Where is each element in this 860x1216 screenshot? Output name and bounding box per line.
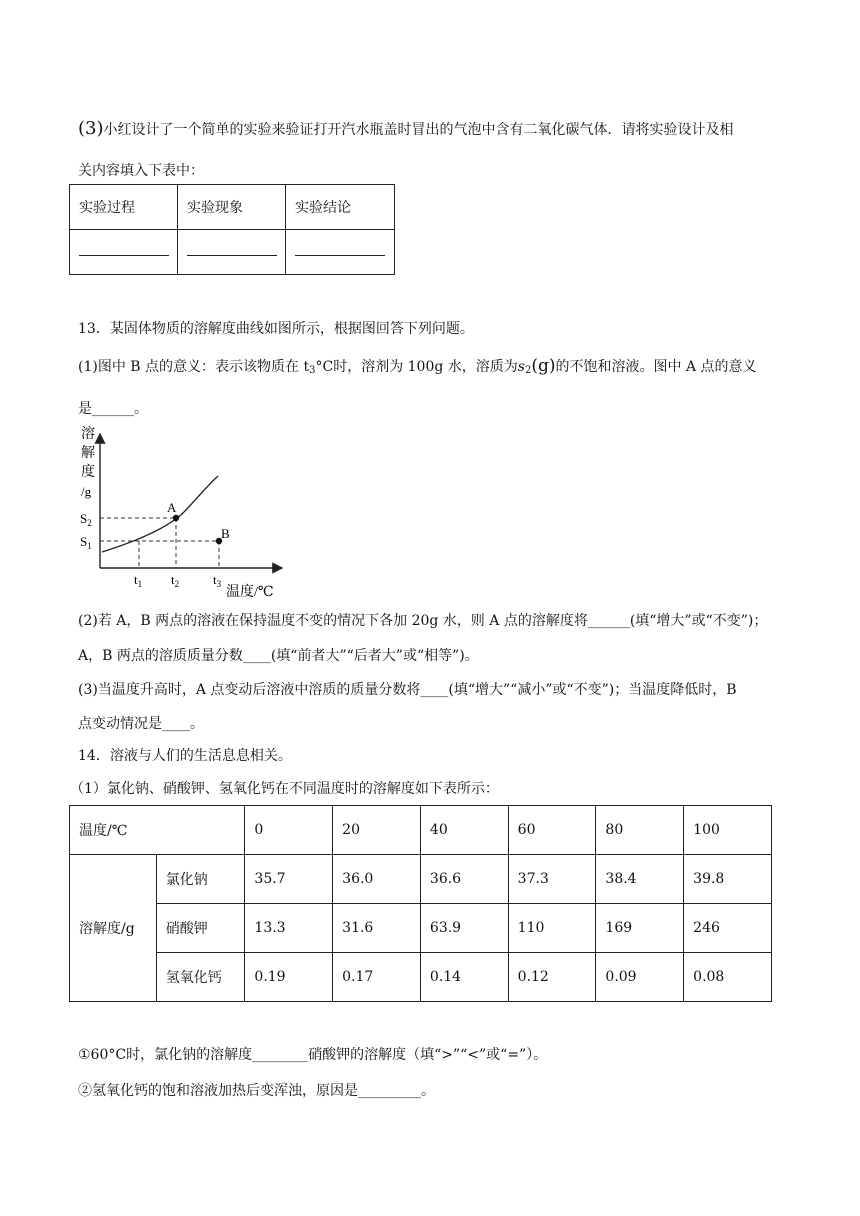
value-cell: 37.3 xyxy=(508,855,596,904)
q14-sub1: （1）氯化钠、硝酸钾、氢氧化钙在不同温度时的溶解度如下表所示： xyxy=(70,781,499,797)
value-cell: 0.09 xyxy=(596,953,684,1002)
y-axis-label-3: 度 xyxy=(81,465,95,480)
solubility-table xyxy=(69,805,772,1002)
value-cell: 13.3 xyxy=(245,904,333,953)
y-axis-label-1: 溶 xyxy=(81,427,95,442)
part-number: (3) xyxy=(78,118,104,139)
table-row xyxy=(70,904,772,953)
point-a-label: A xyxy=(167,500,177,515)
value-cell: 31.6 xyxy=(333,904,421,953)
q13-part1-line1: (1)图中 B 点的意义：表示该物质在 $t_3^\circ C$时，溶剂为 100g 水，溶质为$s_2(g)$的不饱和溶液。图中 A 点的意义 xyxy=(78,356,757,376)
s2-tick-label: $S_2$ xyxy=(80,511,92,528)
temp-cell: 80 xyxy=(596,806,684,855)
y-axis-label-2: 解 xyxy=(81,446,95,461)
value-cell: 0.19 xyxy=(245,953,333,1002)
q13-part2-line2: A，B 两点的溶质质量分数____(填“前者大”“后者大”或“相等”)。 xyxy=(78,648,479,664)
header-phenomenon: 实验现象 xyxy=(178,185,286,230)
answer-cell-conclusion[interactable] xyxy=(286,230,395,275)
q13-part1-line2: 是______。 xyxy=(78,401,148,417)
temp-cell: 60 xyxy=(508,806,596,855)
value-cell: 0.12 xyxy=(508,953,596,1002)
answer-blank[interactable] xyxy=(187,255,277,256)
q13-title: 13．某固体物质的溶解度曲线如图所示，根据图回答下列问题。 xyxy=(78,321,474,337)
value-cell: 36.0 xyxy=(333,855,421,904)
value-cell: 0.14 xyxy=(420,953,508,1002)
table-header-row xyxy=(70,806,772,855)
value-cell: 0.08 xyxy=(684,953,772,1002)
value-cell: 38.4 xyxy=(596,855,684,904)
value-cell: 35.7 xyxy=(245,855,333,904)
temp-cell: 40 xyxy=(420,806,508,855)
q13-part3-line2: 点变动情况是____。 xyxy=(78,716,204,732)
y-axis-unit: /g xyxy=(81,484,92,499)
header-temperature: 温度/℃ xyxy=(70,806,245,855)
point-b-label: B xyxy=(221,526,230,541)
q13-part2-line1: (2)若 A，B 两点的溶液在保持温度不变的情况下各加 20g 水，则 A 点的溶解度将______(填“增大”或“不变”)； xyxy=(78,613,768,629)
answer-blank[interactable] xyxy=(295,255,385,256)
value-cell: 39.8 xyxy=(684,855,772,904)
value-cell: 246 xyxy=(684,904,772,953)
group-label-solubility: 溶解度/g xyxy=(70,855,157,1002)
value-cell: 110 xyxy=(508,904,596,953)
value-cell: 0.17 xyxy=(333,953,421,1002)
value-cell: 63.9 xyxy=(420,904,508,953)
q14-item2: ②氢氧化钙的饱和溶液加热后变浑浊，原因是_________。 xyxy=(78,1083,435,1099)
point-a xyxy=(173,515,179,521)
q12-part3-line1: (3)小红设计了一个简单的实验来验证打开汽水瓶盖时冒出的气泡中含有二氧化碳气体．请将实验设计及相 xyxy=(78,118,734,139)
t3-tick-label: $t_3$ xyxy=(213,572,222,589)
s1-tick-label: $S_1$ xyxy=(80,534,92,551)
experiment-table xyxy=(69,184,395,275)
substance-name: 氢氧化钙 xyxy=(156,953,245,1002)
q12-part3-line2: 关内容填入下表中： xyxy=(78,163,204,179)
temp-cell: 0 xyxy=(245,806,333,855)
value-cell: 36.6 xyxy=(420,855,508,904)
temp-cell: 20 xyxy=(333,806,421,855)
table-row xyxy=(70,953,772,1002)
answer-blank[interactable] xyxy=(79,255,169,256)
q13-part3-line1: (3)当温度升高时，A 点变动后溶液中溶质的质量分数将____(填“增大”“减小”或“不变”)；当温度降低时，B xyxy=(78,682,737,698)
table-row xyxy=(70,855,772,904)
q14-item1: ①60°C时，氯化钠的溶解度________硝酸钾的溶解度（填“>”“<”或“=”）。 xyxy=(78,1047,548,1063)
t1-tick-label: $t_1$ xyxy=(134,572,143,589)
answer-cell-phenomenon[interactable] xyxy=(178,230,286,275)
answer-cell-process[interactable] xyxy=(70,230,178,275)
q14-title: 14．溶液与人们的生活息息相关。 xyxy=(78,748,292,764)
header-process: 实验过程 xyxy=(70,185,178,230)
header-conclusion: 实验结论 xyxy=(286,185,395,230)
x-axis-label: 温度/℃ xyxy=(226,585,274,600)
substance-name: 硝酸钾 xyxy=(156,904,245,953)
solubility-curve-figure xyxy=(74,422,294,600)
temp-cell: 100 xyxy=(684,806,772,855)
t2-tick-label: $t_2$ xyxy=(171,572,180,589)
substance-name: 氯化钠 xyxy=(156,855,245,904)
value-cell: 169 xyxy=(596,904,684,953)
